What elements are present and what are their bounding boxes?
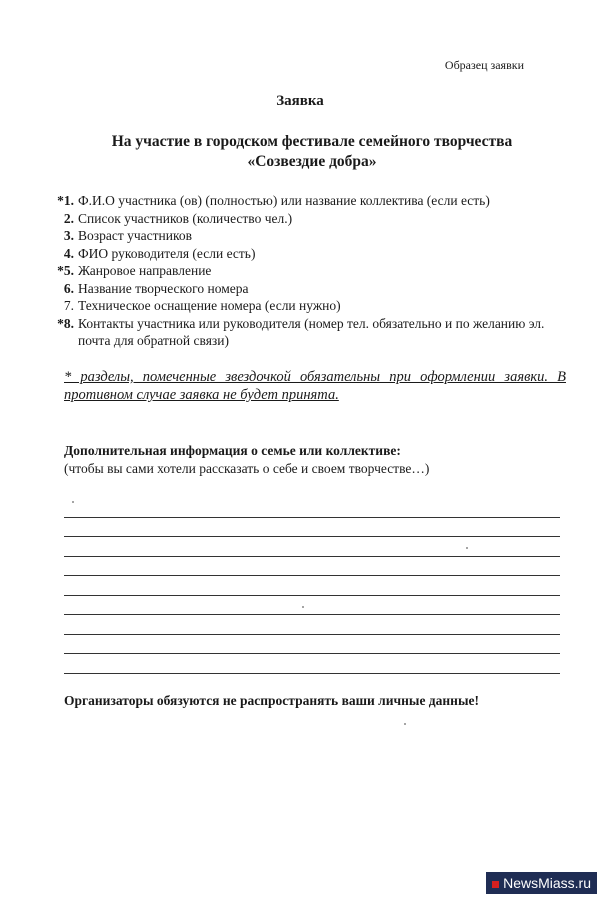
writing-line — [64, 498, 560, 518]
scan-speck — [466, 547, 468, 549]
writing-line — [64, 635, 560, 655]
writing-line — [64, 596, 560, 616]
watermark-square-icon — [492, 881, 499, 888]
field-text: Список участников (количество чел.) — [78, 210, 293, 226]
field-item — [54, 297, 554, 315]
field-item — [54, 280, 554, 298]
field-number: *8. — [57, 315, 74, 331]
field-text: Ф.И.О участника (ов) (полностью) или название коллектива (если есть) — [78, 193, 490, 208]
organizers-privacy-note: Организаторы обязуются не распространять ваши личные данные! — [64, 693, 479, 708]
field-number: 6. — [63, 280, 74, 296]
watermark-text: NewsMiass.ru — [503, 875, 591, 891]
field-item — [54, 227, 554, 245]
writing-line — [64, 615, 560, 635]
field-number: 2. — [63, 210, 74, 226]
field-item — [54, 262, 554, 280]
field-text: Жанровое направление — [78, 263, 212, 278]
field-item — [54, 210, 554, 228]
writing-line — [64, 537, 560, 557]
scan-speck — [404, 723, 406, 725]
field-number: 4. — [63, 245, 74, 261]
writing-line — [64, 654, 560, 674]
field-text: Возраст участников — [78, 228, 192, 243]
form-subtitle — [0, 132, 600, 172]
scan-speck — [72, 501, 74, 503]
field-item — [54, 315, 554, 350]
subtitle-line-2: «Созвездие добра» — [247, 153, 377, 170]
writing-line — [64, 557, 560, 577]
subtitle-line-1: На участие в городском фестивале семейного творчества — [111, 133, 513, 150]
field-number: 7. — [63, 298, 74, 313]
field-text: Контакты участника или руководителя (номер тел. обязательно и по желанию эл. почта для обратной связи) — [78, 315, 545, 348]
field-list — [54, 192, 554, 350]
form-title: Заявка — [276, 93, 324, 109]
additional-info-heading: Дополнительная информация о семье или коллективе: — [64, 443, 401, 458]
field-item — [54, 192, 554, 210]
field-text: ФИО руководителя (если есть) — [78, 245, 256, 261]
writing-line — [64, 518, 560, 538]
field-number: 3. — [63, 228, 74, 243]
additional-info-subheading: (чтобы вы сами хотели рассказать о себе и своем творчестве…) — [64, 461, 430, 476]
scan-speck — [302, 606, 304, 608]
field-item — [54, 245, 554, 263]
field-text: Техническое оснащение номера (если нужно) — [78, 298, 341, 313]
site-watermark — [486, 872, 597, 894]
field-number: *5. — [57, 263, 74, 278]
writing-lines — [64, 498, 560, 674]
field-number: *1. — [57, 193, 74, 208]
sample-label: Образец заявки — [444, 58, 524, 72]
writing-line — [64, 576, 560, 596]
field-text: Название творческого номера — [78, 280, 249, 296]
required-fields-note: * разделы, помеченные звездочкой обязательны при оформлении заявки. В противном случае заявка не будет принята. — [64, 369, 566, 403]
